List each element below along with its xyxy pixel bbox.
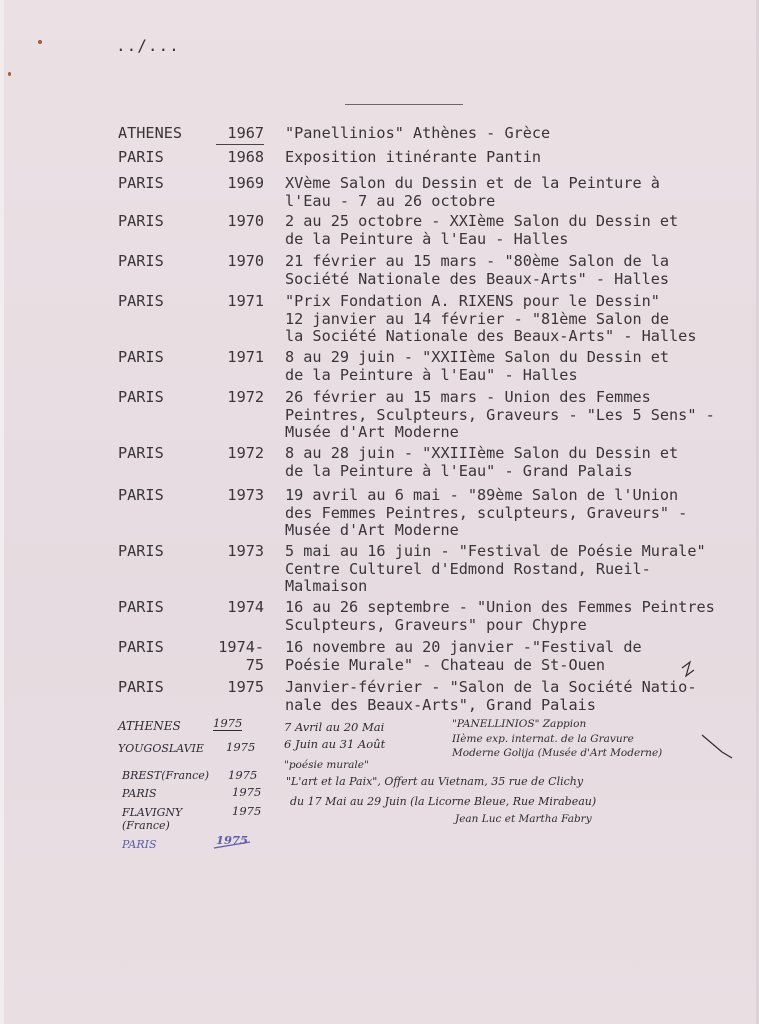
entry-description-line: l'Eau - 7 au 26 octobre [285, 191, 496, 210]
entry-description-line: 12 janvier au 14 février - "81ème Salon de [285, 309, 670, 328]
entry-description-line: Malmaison [285, 577, 368, 595]
entry-description-line: de la Peinture à l'Eau" - Grand Palais [285, 461, 633, 480]
handwritten-year: 1975 [226, 740, 256, 754]
entry-city: PARIS [118, 212, 164, 230]
handwritten-year: 1975 [232, 804, 262, 818]
handwritten-city: PARIS [122, 838, 157, 851]
handwritten-exhibition: "PANELLINIOS" Zappion IIème exp. internat. de la Gravure Moderne Golija (Musée d'Art Moderne) [452, 718, 663, 759]
handwritten-note: "poésie murale" [284, 759, 369, 771]
entry-description-line: 19 avril au 6 mai - "89ème Salon de l'Union [285, 486, 679, 504]
entry-description-line: nale des Beaux-Arts", Grand Palais [285, 695, 596, 714]
entry-year: 1970 [227, 212, 264, 230]
handwritten-line: Jean Luc et Martha Fabry [455, 813, 592, 825]
entry-year: 1974 [227, 598, 264, 616]
handwritten-line: du 17 Mai au 29 Juin (la Licorne Bleue, Rue Mirabeau) [290, 795, 597, 808]
entry-description-line: 5 mai au 16 juin - "Festival de Poésie Murale" [285, 542, 706, 560]
entry-description-line: 8 au 28 juin - "XXIIIème Salon du Dessin et [285, 444, 679, 462]
entry-description-line: de la Peinture à l'Eau - Halles [285, 229, 569, 248]
handwritten-year: 1975 [232, 785, 262, 799]
entry-year: 1973 [227, 486, 264, 504]
entry-description-line: Sculpteurs, Graveurs" pour Chypre [285, 615, 587, 634]
entry-city: PARIS [118, 148, 164, 166]
handwritten-city: PARIS [122, 787, 157, 800]
handwritten-year: 1975 [213, 716, 243, 730]
handwritten-year: 1975 [228, 768, 258, 782]
entry-city: PARIS [118, 174, 164, 192]
handwritten-dates: 7 Avril au 20 Mai 6 Juin au 31 Août [284, 720, 386, 751]
entry-description-line: 16 au 26 septembre - "Union des Femmes Peintres [285, 598, 715, 616]
entry-description-line: de la Peinture à l'Eau" - Halles [285, 365, 578, 384]
entry-description-line: la Société Nationale des Beaux-Arts" - Halles [285, 327, 697, 345]
entry-description-line: Janvier-février - "Salon de la Société Natio- [285, 678, 697, 696]
entry-city: ATHENES [118, 124, 183, 142]
entry-year: 1970 [227, 252, 264, 270]
entry-description-line: Centre Culturel d'Edmond Rostand, Rueil- [285, 559, 651, 578]
entry-description-line: Exposition itinérante Pantin [285, 148, 542, 166]
continuation-mark: ../... [116, 36, 180, 55]
handwritten-line: "L'art et la Paix", Offert au Vietnam, 35 rue de Clichy [286, 775, 584, 788]
entry-city: PARIS [118, 638, 164, 656]
entry-year: 1971 [227, 348, 264, 366]
entry-description-line: "Prix Fondation A. RIXENS pour le Dessin" [285, 292, 660, 310]
entry-year: 1969 [227, 174, 264, 192]
handwritten-year: 1975 [216, 833, 249, 847]
entry-year: 1974- 75 [218, 638, 264, 674]
entry-city: PARIS [118, 678, 164, 696]
handwritten-city: BREST(France) [122, 769, 210, 782]
entry-year: 1971 [227, 292, 264, 310]
entry-description-line: Société Nationale des Beaux-Arts" - Halles [285, 269, 670, 288]
entry-city: PARIS [118, 444, 164, 462]
pen-stroke [682, 662, 694, 676]
entry-description-line: 21 février au 15 mars - "80ème Salon de la [285, 252, 670, 270]
entry-description-line: des Femmes Peintres, sculpteurs, Graveurs" - [285, 503, 688, 522]
entry-year: 1967 [216, 125, 264, 145]
entry-city: PARIS [118, 252, 164, 270]
entry-year: 1975 [227, 678, 264, 696]
pen-stroke [214, 842, 250, 848]
entry-city: PARIS [118, 598, 164, 616]
entry-city: PARIS [118, 542, 164, 560]
entry-description-line: 16 novembre au 20 janvier -"Festival de [285, 638, 642, 656]
entry-description-line: 2 au 25 octobre - XXIème Salon du Dessin et [285, 212, 679, 230]
entry-description-line: Peintres, Sculpteurs, Graveurs - "Les 5 Sens" - [285, 405, 715, 424]
entry-description-line: 26 février au 15 mars - Union des Femmes [285, 388, 651, 406]
entry-description-line: Musée d'Art Moderne [285, 521, 459, 539]
entry-description-line: 8 au 29 juin - "XXIIème Salon du Dessin et [285, 348, 670, 366]
handwritten-city: YOUGOSLAVIE [118, 742, 204, 755]
entry-city: PARIS [118, 348, 164, 366]
entry-description-line: Musée d'Art Moderne [285, 423, 459, 441]
entry-description-line: "Panellinios" Athènes - Grèce [285, 124, 551, 142]
entry-city: PARIS [118, 388, 164, 406]
entry-city: PARIS [118, 486, 164, 504]
pen-stroke [702, 735, 732, 758]
entry-description-line: Poésie Murale" - Chateau de St-Ouen [285, 655, 606, 674]
entry-year: 1972 [227, 444, 264, 462]
entry-year: 1968 [227, 148, 264, 166]
entry-description-line: XVème Salon du Dessin et de la Peinture à [285, 174, 660, 192]
handwritten-city: ATHENES [118, 719, 181, 733]
handwritten-city: FLAVIGNY (France) [122, 806, 183, 832]
entry-city: PARIS [118, 292, 164, 310]
entry-year: 1973 [227, 542, 264, 560]
entry-year: 1972 [227, 388, 264, 406]
